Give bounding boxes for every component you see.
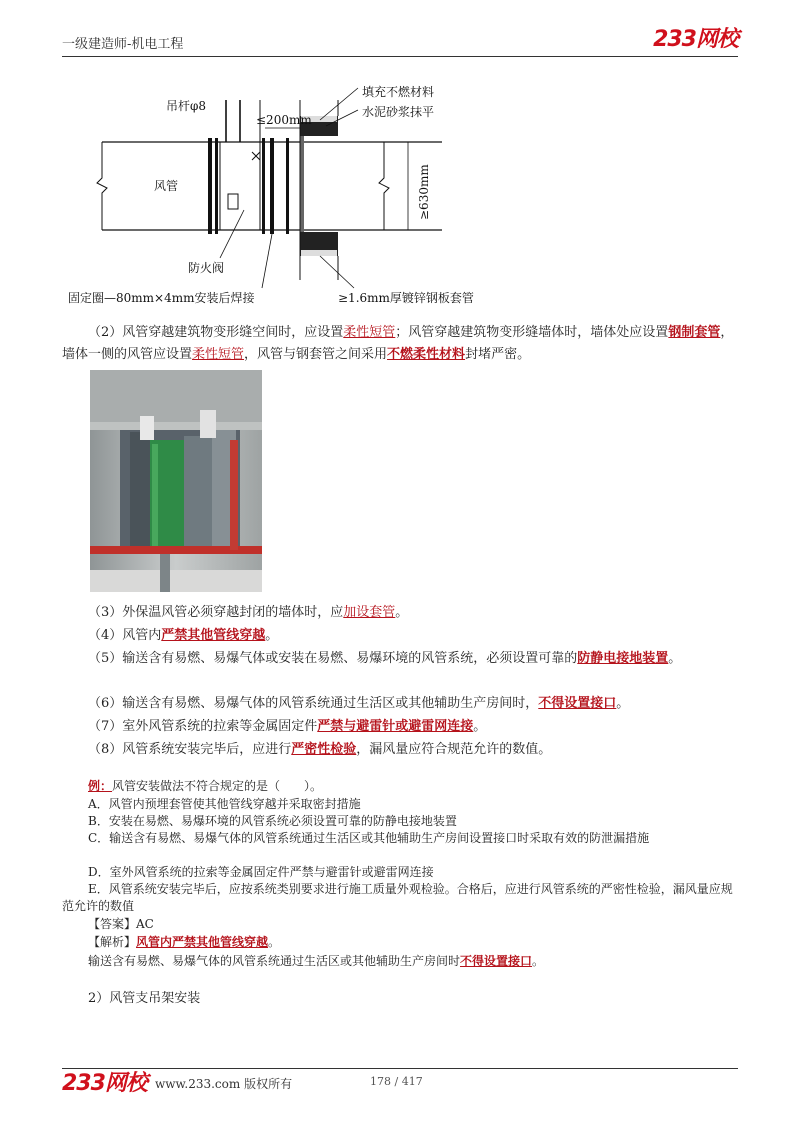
note-text-a: 输送含有易燃、易爆气体的风管系统通过生活区或其他辅助生产房间时 — [88, 954, 461, 968]
p2-highlight-2: 钢制套管 — [668, 325, 721, 340]
p6-text-a: （6）输送含有易燃、易爆气体的风管系统通过生活区或其他辅助生产房间时， — [88, 696, 539, 711]
answer-value: AC — [136, 917, 154, 931]
option-d: D．室外风管系统的拉索等金属固定件严禁与避雷针或避雷网连接 — [88, 865, 434, 879]
label-steel-sleeve: ≥1.6mm厚镀锌钢板套管 — [338, 291, 474, 305]
example-question — [62, 778, 742, 795]
label-mortar: 水泥砂浆抹平 — [362, 105, 435, 119]
p5-highlight: 防静电接地装置 — [577, 651, 669, 666]
header-title: 一级建造师-机电工程 — [62, 37, 184, 52]
paragraph-2 — [62, 322, 742, 366]
p7-highlight: 严禁与避雷针或避雷网连接 — [317, 719, 474, 734]
option-a: A．风管内预埋套管使其他管线穿越并采取密封措施 — [88, 797, 361, 811]
label-height: ≥630mm — [417, 164, 431, 220]
p4-highlight: 严禁其他管线穿越 — [161, 628, 266, 643]
paragraph-4 — [62, 625, 742, 647]
p6-text-b: 。 — [616, 696, 630, 711]
duct-sleeve-photo — [90, 370, 262, 592]
p2-text-e: 封堵严密。 — [465, 347, 531, 362]
analysis-end: 。 — [268, 935, 281, 949]
analysis-note — [62, 953, 742, 970]
label-fill-material: 填充不燃材料 — [362, 85, 435, 99]
p4-text-a: （4）风管内 — [88, 628, 162, 643]
p7-text-b: 。 — [473, 719, 487, 734]
section-heading — [62, 988, 742, 1010]
p2-highlight-1: 柔性短管 — [343, 325, 396, 340]
label-gap: ≤200mm — [256, 113, 312, 127]
duct-wall-penetration-diagram — [62, 80, 522, 312]
p2-text-a: （2）风管穿越建筑物变形缝空间时，应设置 — [88, 325, 344, 340]
label-duct: 风管 — [154, 179, 179, 193]
option-e — [62, 881, 742, 915]
footer-rule — [62, 1068, 738, 1069]
p6-highlight: 不得设置接口 — [538, 696, 617, 711]
p8-text-a: （8）风管系统安装完毕后，应进行 — [88, 742, 292, 757]
header-rule — [62, 56, 738, 57]
option-b: B．安装在易燃、易爆环境的风管系统必须设置可靠的防静电接地装置 — [88, 814, 457, 828]
answer-line — [62, 916, 742, 933]
p5-text-a: （5）输送含有易燃、易爆气体或安装在易燃、易爆环境的风管系统，必须设置可靠的 — [88, 651, 578, 666]
p7-text-a: （7）室外风管系统的拉索等金属固定件 — [88, 719, 318, 734]
question-text: 风管安装做法不符合规定的是（ ）。 — [112, 779, 323, 793]
answer-label: 【答案】 — [88, 917, 137, 931]
paragraph-7 — [62, 716, 742, 738]
option-c-text: C．输送含有易燃、易爆气体的风管系统通过生活区或其他辅助生产房间设置接口时采取有效的防泄漏措施 — [88, 831, 650, 845]
option-e-text: E．风管系统安装完毕后，应按系统类别要求进行施工质量外观检验。合格后，应进行风管系统的严密性检验，漏风量应规范允许的数值 — [62, 882, 733, 913]
note-text-b: 。 — [532, 954, 545, 968]
p3-highlight: 加设套管 — [343, 605, 396, 620]
p2-highlight-3: 柔性短管 — [192, 347, 245, 362]
example-label: 例： — [88, 779, 113, 793]
brand-logo: 233网校 — [653, 27, 738, 52]
footer-logo: 233网校 — [62, 1071, 147, 1096]
p8-highlight: 严密性检验 — [291, 742, 357, 757]
option-c — [62, 830, 742, 847]
paragraph-8 — [62, 739, 742, 761]
p5-text-b: 。 — [668, 651, 682, 666]
label-fixing-ring: 固定圈—80mm×4mm安装后焊接 — [68, 291, 255, 305]
p2-text-b: ；风管穿越建筑物变形缝墙体时，墙体处应设置 — [395, 325, 669, 340]
p2-text-c: ，墙体一侧的风管应设置 — [62, 325, 734, 362]
p2-highlight-4: 不燃柔性材料 — [387, 347, 466, 362]
section-title: 2）风管支吊架安装 — [88, 991, 201, 1006]
analysis-highlight: 风管内严禁其他管线穿越 — [136, 935, 269, 949]
p3-text-a: （3）外保温风管必须穿越封闭的墙体时，应 — [88, 605, 344, 620]
p2-text-d: ，风管与钢套管之间采用 — [244, 347, 388, 362]
analysis-label: 【解析】 — [88, 935, 137, 949]
page-number: 178 / 417 — [370, 1075, 423, 1088]
paragraph-3 — [62, 602, 742, 624]
p3-text-b: 。 — [395, 605, 409, 620]
label-damper: 防火阀 — [188, 261, 225, 275]
paragraph-5 — [62, 648, 742, 670]
note-highlight: 不得设置接口 — [460, 954, 533, 968]
p4-text-b: 。 — [265, 628, 279, 643]
analysis-line — [62, 934, 742, 951]
footer-site: www.233.com 版权所有 — [155, 1077, 293, 1091]
paragraph-6 — [62, 693, 742, 715]
label-hanger: 吊杆φ8 — [166, 99, 207, 113]
p8-text-b: ，漏风量应符合规范允许的数值。 — [356, 742, 552, 757]
